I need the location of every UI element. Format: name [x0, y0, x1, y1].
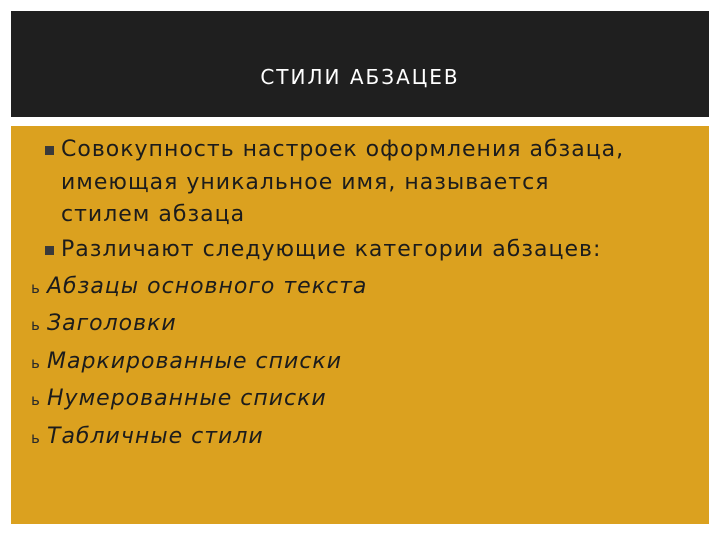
square-bullet-icon	[45, 146, 54, 155]
content-area	[11, 126, 709, 524]
sub-item-3: Маркированные списки	[47, 349, 343, 374]
wingdings-arrow-bullet-icon: ь	[31, 316, 40, 334]
sub-item-2: Заголовки	[47, 311, 177, 336]
square-bullet-icon	[45, 246, 54, 255]
wingdings-arrow-bullet-icon: ь	[31, 354, 40, 372]
title-bar	[11, 11, 709, 117]
bullet-1-line-3: стилем абзаца	[61, 202, 246, 227]
bullet-1-line-2: имеющая уникальное имя, называется	[61, 170, 550, 195]
wingdings-arrow-bullet-icon: ь	[31, 279, 40, 297]
slide-title: СТИЛИ АБЗАЦЕВ	[260, 65, 460, 89]
wingdings-arrow-bullet-icon: ь	[31, 429, 40, 447]
bullet-2-line-1: Различают следующие категории абзацев:	[61, 237, 602, 262]
sub-item-1: Абзацы основного текста	[47, 274, 368, 299]
wingdings-arrow-bullet-icon: ь	[31, 391, 40, 409]
bullet-1-line-1: Совокупность настроек оформления абзаца,	[61, 137, 625, 162]
sub-item-5: Табличные стили	[47, 424, 264, 449]
sub-item-4: Нумерованные списки	[47, 386, 327, 411]
